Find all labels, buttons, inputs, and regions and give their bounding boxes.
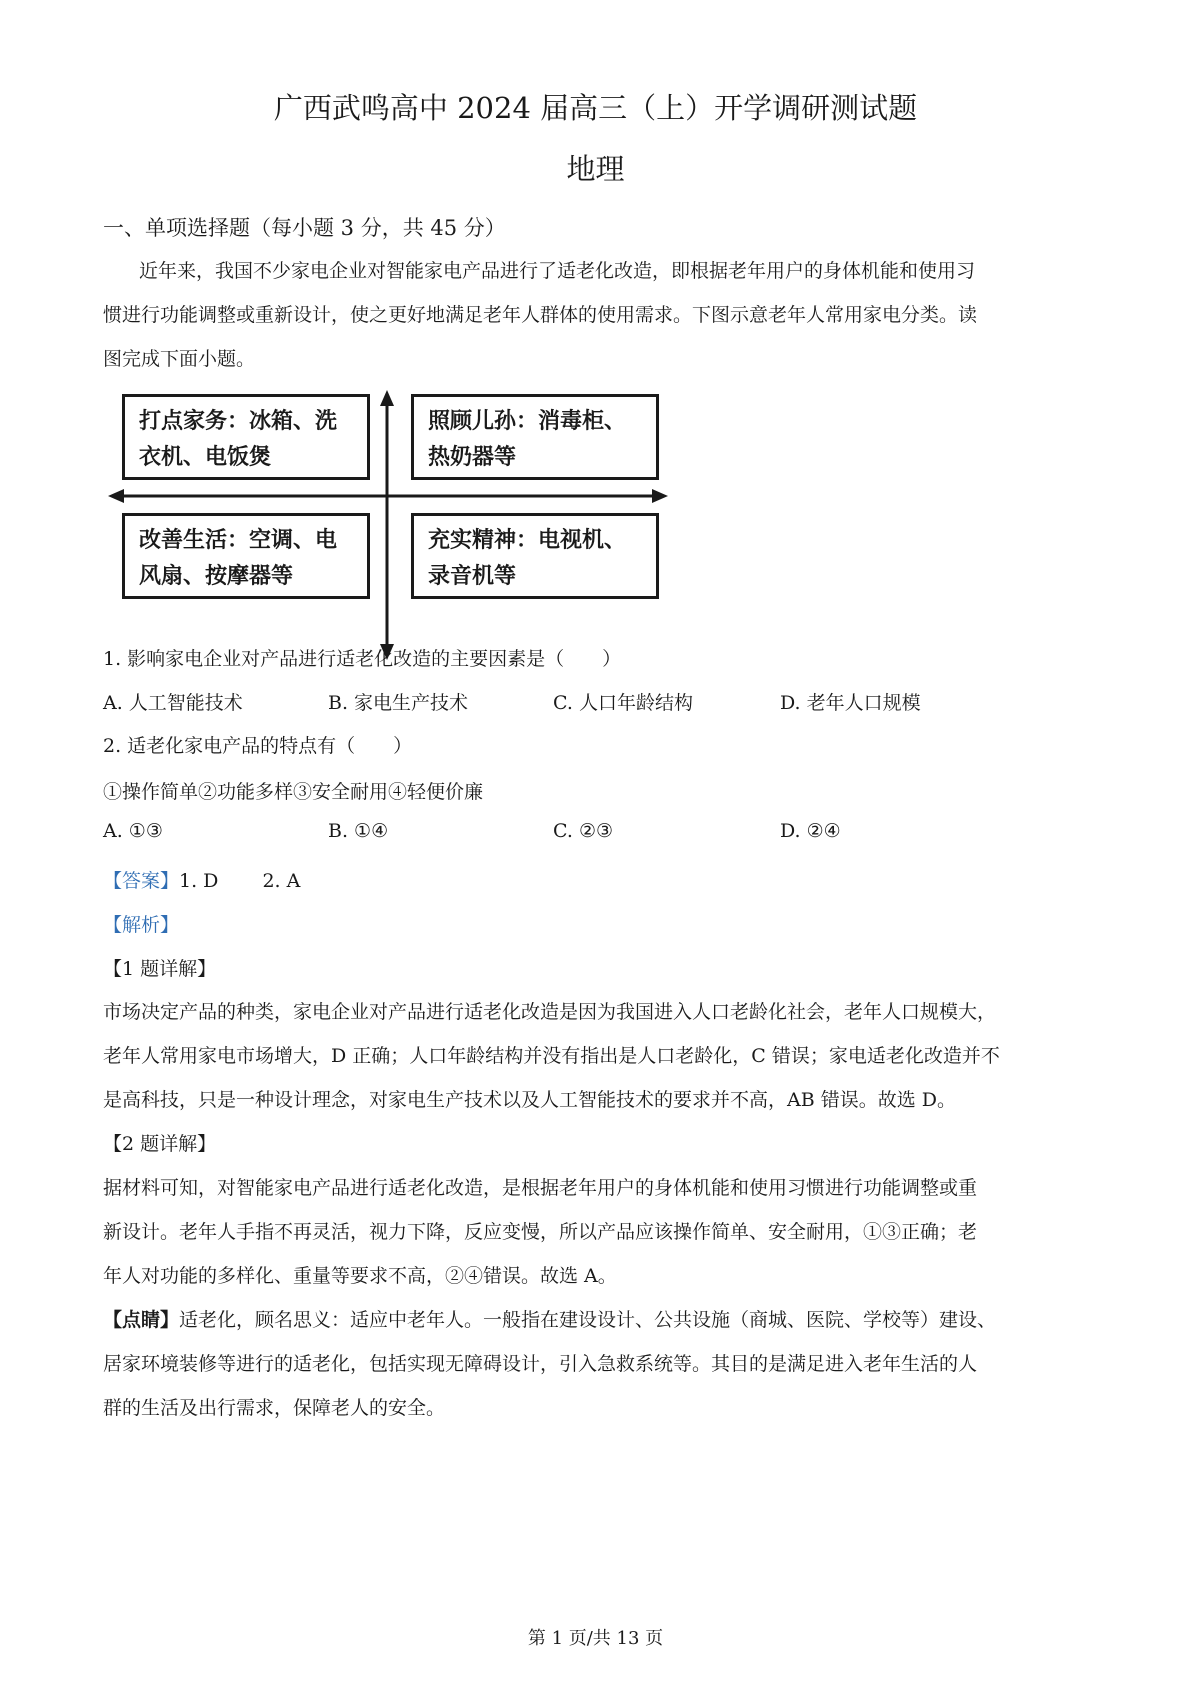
appliance-classification-diagram (108, 390, 668, 660)
tip-tag: 【点睛】 (103, 1309, 180, 1331)
question-1-option-a: A. 人工智能技术 (103, 692, 243, 714)
subject-title: 地理 (566, 152, 625, 186)
question-2-option-b: B. ①④ (328, 820, 389, 842)
document-title: 广西武鸣高中 2024 届高三（上）开学调研测试题 (273, 91, 918, 125)
passage-line-2: 惯进行功能调整或重新设计，使之更好地满足老年人群体的使用需求。下图示意老年人常用家电分类。读 (103, 304, 978, 326)
tip-line-3: 群的生活及出行需求，保障老人的安全。 (103, 1397, 446, 1419)
box-spiritual-line-2: 录音机等 (428, 563, 517, 589)
box-life-improvement-line-1: 改善生活：空调、电 (139, 527, 338, 553)
question-1-option-c: C. 人口年龄结构 (553, 692, 693, 714)
question-1-option-b: B. 家电生产技术 (328, 692, 469, 714)
box-childcare-line-2: 热奶器等 (428, 444, 517, 470)
detail-2-title: 【2 题详解】 (103, 1133, 217, 1155)
answer-text: 1. D 2. A (179, 870, 301, 892)
box-housework-line-2: 衣机、电饭煲 (139, 444, 272, 470)
detail-2-line-2: 新设计。老年人手指不再灵活，视力下降，反应变慢，所以产品应该操作简单、安全耐用，①③正确；老 (103, 1221, 978, 1243)
question-2-option-d: D. ②④ (780, 820, 841, 842)
box-housework-line-1: 打点家务：冰箱、洗 (139, 408, 338, 434)
question-2-stem: 2. 适老化家电产品的特点有（ ） (103, 735, 413, 757)
box-life-improvement-line-2: 风扇、按摩器等 (139, 563, 294, 589)
box-childcare (411, 394, 659, 480)
detail-2-line-3: 年人对功能的多样化、重量等要求不高，②④错误。故选 A。 (103, 1265, 617, 1287)
detail-2-line-1: 据材料可知，对智能家电产品进行适老化改造，是根据老年用户的身体机能和使用习惯进行功能调整或重 (103, 1177, 978, 1199)
detail-1-line-3: 是高科技，只是一种设计理念，对家电生产技术以及人工智能技术的要求并不高，AB 错误。故选 D。 (103, 1089, 956, 1111)
tip-line-2: 居家环境装修等进行的适老化，包括实现无障碍设计，引入急救系统等。其目的是满足进入老年生活的人 (103, 1353, 978, 1375)
question-1-option-d: D. 老年人口规模 (780, 692, 921, 714)
answer-row (103, 866, 300, 893)
box-spiritual (411, 513, 659, 599)
section-heading: 一、单项选择题（每小题 3 分，共 45 分） (103, 216, 506, 240)
question-2-option-c: C. ②③ (553, 820, 614, 842)
box-childcare-line-1: 照顾儿孙：消毒柜、 (428, 408, 627, 434)
tip-line-1-text: 适老化，顾名思义：适应中老年人。一般指在建设设计、公共设施（商城、医院、学校等）建设、 (179, 1309, 997, 1331)
box-spiritual-line-1: 充实精神：电视机、 (428, 527, 627, 553)
page-number: 第 1 页/共 13 页 (527, 1628, 664, 1649)
passage-line-3: 图完成下面小题。 (103, 348, 256, 370)
box-life-improvement (122, 513, 370, 599)
tip-line-1 (103, 1305, 996, 1332)
analysis-tag: 【解析】 (103, 914, 180, 936)
question-1-stem: 1. 影响家电企业对产品进行适老化改造的主要因素是（ ） (103, 648, 622, 670)
detail-1-line-1: 市场决定产品的种类，家电企业对产品进行适老化改造是因为我国进入人口老龄化社会，老年人口规模大， (103, 1001, 997, 1023)
passage-line-1: 近年来，我国不少家电企业对智能家电产品进行了适老化改造，即根据老年用户的身体机能和使用习 (139, 260, 976, 282)
detail-1-title: 【1 题详解】 (103, 958, 217, 980)
answer-tag: 【答案】 (103, 870, 180, 892)
detail-1-line-2: 老年人常用家电市场增大，D 正确；人口年龄结构并没有指出是人口老龄化，C 错误；家电适老化改造并不 (103, 1045, 1000, 1067)
box-housework (122, 394, 370, 480)
question-2-items: ①操作简单②功能多样③安全耐用④轻便价廉 (103, 781, 484, 803)
question-2-option-a: A. ①③ (103, 820, 163, 842)
